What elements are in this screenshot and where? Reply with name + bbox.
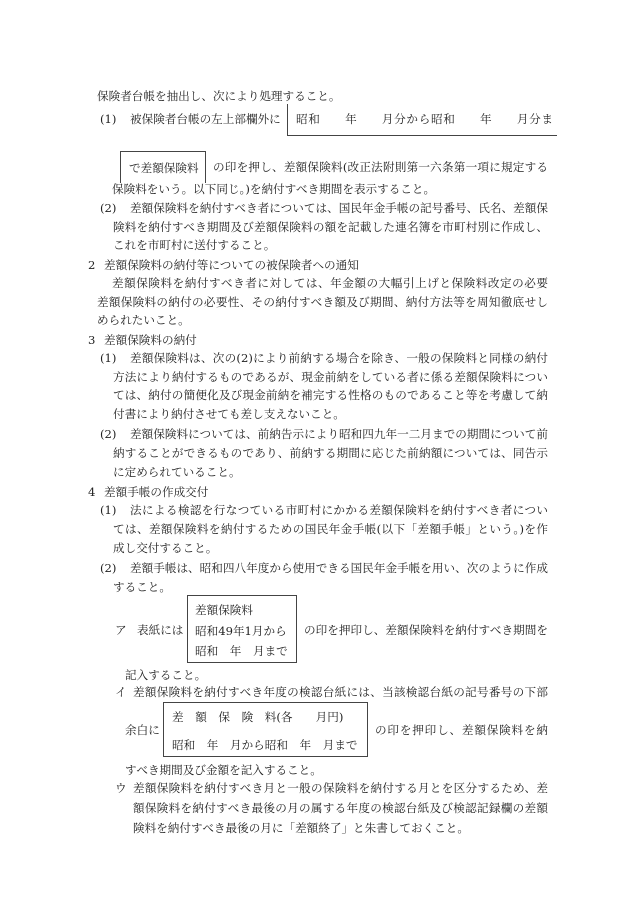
item-text: に定められていること。 xyxy=(113,465,241,479)
subitem-mark: ア xyxy=(115,623,127,637)
section-number: 4 xyxy=(88,485,96,499)
item-text: ては、納付の簡便化及び現金前納を補完する性格のものであること等を考慮して納 xyxy=(113,388,548,402)
item-text: 付書により納付させても差し支えないこと。 xyxy=(113,407,345,421)
item-text: 納することができるものであり、前納する期間に応じた前納額については、同告示 xyxy=(113,446,548,460)
item-text: ては、差額保険料を納付するための国民年金手帳(以下「差額手帳」という。)を作 xyxy=(113,522,548,536)
subitem-text: 険料を納付すべき最後の月に「差額終了」と朱書しておくこと。 xyxy=(133,821,469,835)
stamp-text: 差額保険料 xyxy=(195,603,253,617)
stamp-text: で差額保険料 xyxy=(129,161,199,175)
item-text: すること。 xyxy=(113,580,171,594)
item-number: (2) xyxy=(100,201,117,215)
stamp-text: 差 額 保 険 料(各 月円) xyxy=(172,710,344,724)
section-text: 差額保険料を納付すべき者に対しては、年金額の大幅引上げと保険料改定の必要 xyxy=(112,276,548,290)
section-title: 差額保険料の納付等についての被保険者への通知 xyxy=(104,258,359,272)
stamp-text: 昭和 年 月分から昭和 年 月分ま xyxy=(296,112,553,126)
item-number: (2) xyxy=(100,561,117,575)
section-number: 2 xyxy=(88,258,96,272)
item-text: 険料を納付すべき期間及び差額保険料の額を記載した連名簿を市町村別に作成し、 xyxy=(113,220,548,234)
subitem-text: 記入すること。 xyxy=(125,668,207,682)
subitem-label: 表紙には xyxy=(137,623,184,637)
item-number: (1) xyxy=(100,503,117,517)
subitem-mark: イ xyxy=(115,685,127,699)
stamp-box-cover xyxy=(187,595,297,663)
item-text: の印を押し、差額保険料(改正法附則第一六条第一項に規定する xyxy=(213,160,548,174)
subitem-text: 額保険料を納付すべき最後の月の属する年度の検認台紙及び検認記録欄の差額 xyxy=(133,801,548,815)
section-text: 差額保険料の納付の必要性、その納付すべき額及び期間、納付方法等を周知徹底せし xyxy=(97,295,548,309)
subitem-mark: ウ xyxy=(115,781,127,795)
item-number: (1) xyxy=(100,351,117,365)
section-title: 差額保険料の納付 xyxy=(104,333,197,347)
stamp-box-period xyxy=(287,104,557,136)
item-text: 方法により納付するものであるが、現金前納をしている者に係る差額保険料につい xyxy=(113,370,548,384)
item-text: 差額保険料は、次の(2)により前納する場合を除き、一般の保険料と同様の納付 xyxy=(130,351,548,365)
item-number: (2) xyxy=(100,427,117,441)
item-text: これを市町村に送付すること。 xyxy=(113,238,276,252)
stamp-box-label xyxy=(120,151,206,183)
item-text: 成し交付すること。 xyxy=(113,541,218,555)
section-text: められたいこと。 xyxy=(97,313,190,327)
subitem-text: 差額保険料を納付すべき年度の検認台紙には、当該検認台紙の記号番号の下部 xyxy=(133,685,548,699)
item-text: 差額手帳は、昭和四八年度から使用できる国民年金手帳を用い、次のように作成 xyxy=(130,561,548,575)
item-text: 差額保険料については、前納告示により昭和四九年一二月までの期間について前 xyxy=(130,427,548,441)
stamp-text: 昭和49年1月から xyxy=(195,624,287,638)
subitem-label: 余白に xyxy=(125,723,160,737)
intro-line: 保険者台帳を抽出し、次により処理すること。 xyxy=(97,89,341,103)
item-text: 保険料をいう。以下同じ。)を納付すべき期間を表示すること。 xyxy=(112,182,436,196)
section-number: 3 xyxy=(88,333,96,347)
stamp-box-ledger xyxy=(163,702,368,757)
subitem-text: の印を押印し、差額保険料を納 xyxy=(375,723,548,737)
subitem-text: の印を押印し、差額保険料を納付すべき期間を xyxy=(304,623,548,637)
item-number: (1) xyxy=(100,112,117,126)
stamp-text: 昭和 年 月から昭和 年 月まで xyxy=(172,738,358,752)
section-title: 差額手帳の作成交付 xyxy=(104,485,209,499)
item-text: 差額保険料を納付すべき者については、国民年金手帳の記号番号、氏名、差額保 xyxy=(130,201,548,215)
stamp-text: 昭和 年 月まで xyxy=(195,644,288,658)
subitem-text: 差額保険料を納付すべき月と一般の保険料を納付する月とを区分するため、差 xyxy=(133,781,548,795)
item-text: 法による検認を行なつている市町村にかかる差額保険料を納付すべき者につい xyxy=(130,503,548,517)
subitem-text: すべき期間及び金額を記入すること。 xyxy=(125,763,322,777)
item-text: 被保険者台帳の左上部欄外に xyxy=(130,112,281,126)
